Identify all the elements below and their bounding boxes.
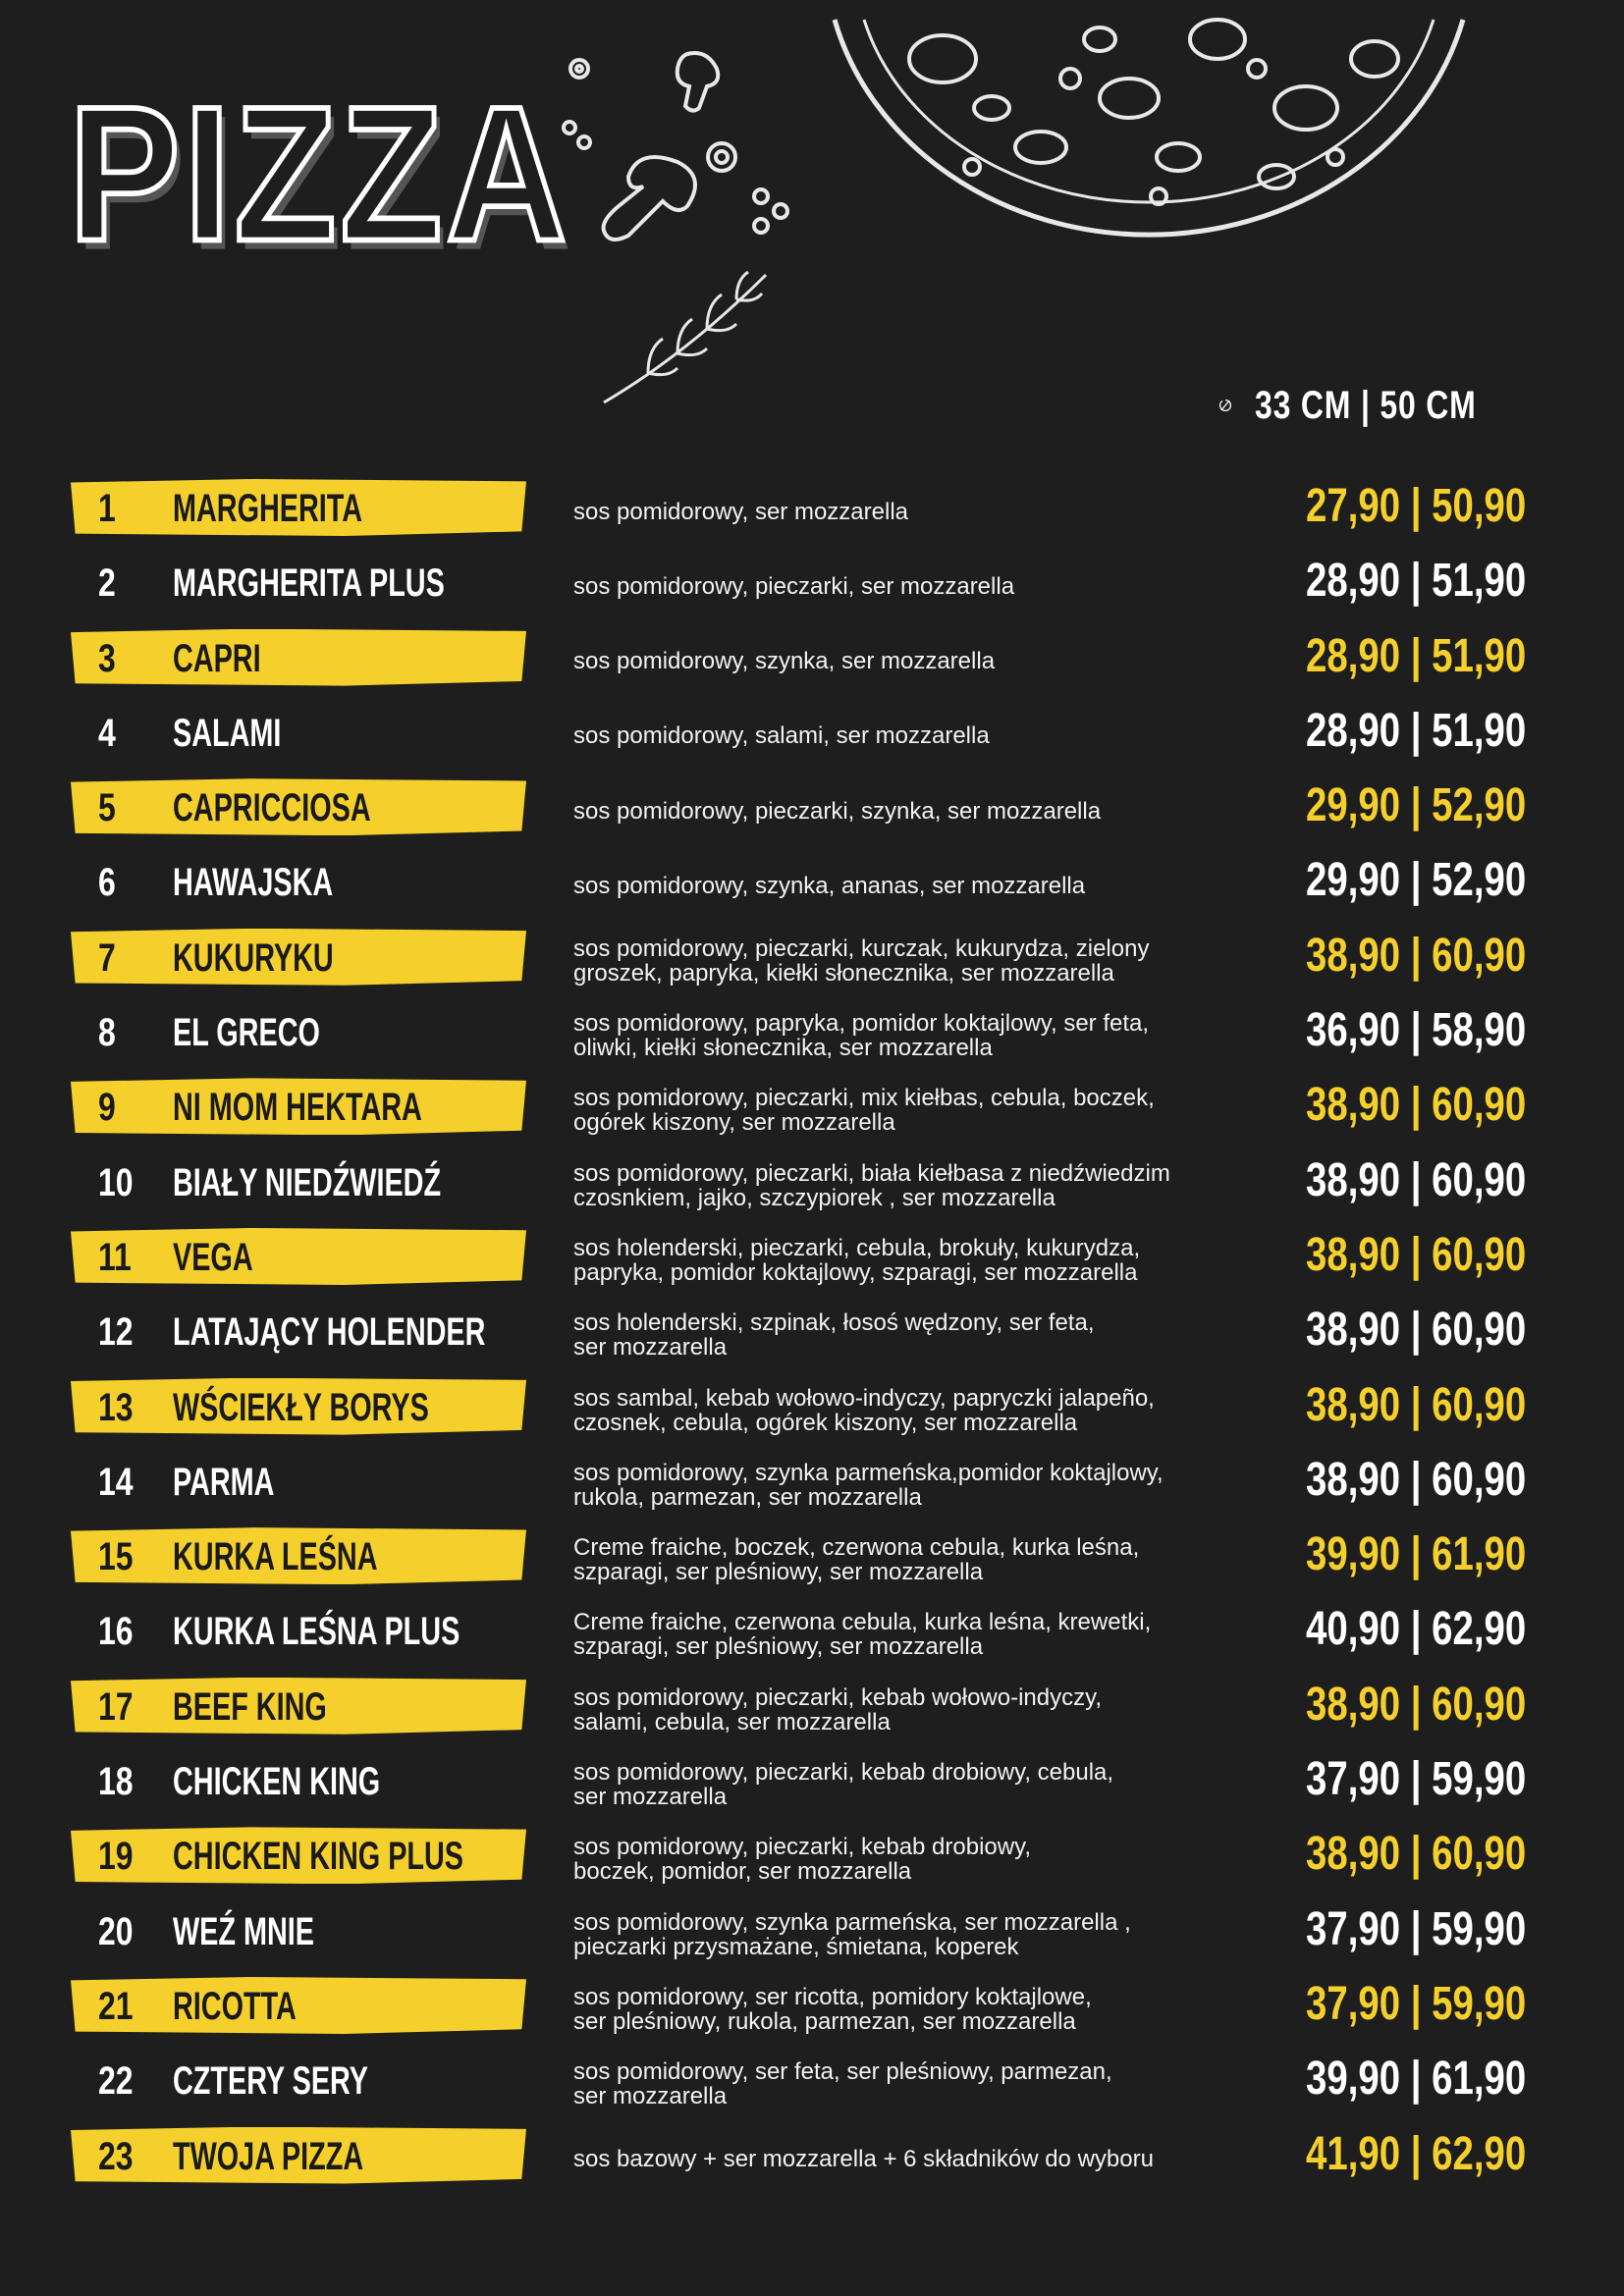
- item-number: 7: [98, 935, 116, 980]
- item-description-text: sos bazowy + ser mozzarella + 6 składników do wyboru: [573, 2146, 1154, 2173]
- item-description: [573, 2131, 1300, 2188]
- item-name: LATAJĄCY HOLENDER: [173, 1310, 486, 1355]
- menu-item: [0, 619, 1624, 694]
- item-description: [573, 1756, 1300, 1813]
- item-description: [573, 633, 1300, 690]
- item-name: MARGHERITA: [173, 487, 363, 530]
- herb-sprig-icon: [604, 272, 766, 402]
- item-description: [573, 1232, 1300, 1289]
- item-name: CHICKEN KING PLUS: [173, 1835, 464, 1879]
- menu-item: [0, 469, 1624, 544]
- menu-item: [0, 993, 1624, 1068]
- item-description-text: sos holenderski, pieczarki, cebula, brokuły, kukurydza, papryka, pomidor koktajlowy, szparagi, ser mozzarella: [573, 1234, 1141, 1286]
- item-description: [573, 1906, 1300, 1963]
- item-description: [573, 558, 1300, 614]
- item-number: 9: [98, 1086, 116, 1130]
- item-description-text: sos pomidorowy, pieczarki, kebab drobiowy, cebula, ser mozzarella: [573, 1759, 1114, 1811]
- item-price: 41,90 | 62,90: [1306, 2127, 1527, 2180]
- item-name: MARGHERITA PLUS: [173, 561, 445, 606]
- item-number: 10: [98, 1160, 134, 1204]
- item-number: 19: [98, 1835, 134, 1879]
- pizza-menu-list: [0, 469, 1624, 2192]
- item-description: [573, 1682, 1300, 1738]
- item-description-text: sos pomidorowy, ser mozzarella: [573, 498, 909, 525]
- item-description-text: sos pomidorowy, szynka parmeńska,pomidor koktajlowy, rukola, parmezan, ser mozzarella: [573, 1459, 1164, 1511]
- item-number: 12: [98, 1310, 134, 1355]
- item-price: 38,90 | 60,90: [1306, 1828, 1527, 1881]
- item-description: [573, 2056, 1300, 2112]
- item-price: 39,90 | 61,90: [1306, 1528, 1527, 1581]
- item-price: 39,90 | 61,90: [1306, 2053, 1527, 2106]
- item-price: 38,90 | 60,90: [1306, 1378, 1527, 1431]
- item-description: [573, 1007, 1300, 1064]
- menu-item: [0, 1368, 1624, 1443]
- menu-item: [0, 694, 1624, 769]
- item-price: 40,90 | 62,90: [1306, 1603, 1527, 1656]
- menu-item: [0, 919, 1624, 993]
- item-name: CHICKEN KING: [173, 1760, 381, 1804]
- item-name: HAWAJSKA: [173, 861, 334, 905]
- menu-item: [0, 1967, 1624, 2042]
- menu-item: [0, 1893, 1624, 1967]
- item-name: CAPRI: [173, 636, 261, 680]
- item-number: 18: [98, 1760, 134, 1804]
- menu-item: [0, 843, 1624, 918]
- diameter-icon: [1218, 381, 1233, 430]
- item-number: 14: [98, 1460, 134, 1504]
- size-labels: 33 CM | 50 CM: [1254, 383, 1477, 427]
- item-description: [573, 782, 1300, 839]
- item-description: [573, 1606, 1300, 1663]
- menu-item: [0, 2042, 1624, 2116]
- item-name: WŚCIEKŁY BORYS: [173, 1385, 429, 1429]
- item-price: 36,90 | 58,90: [1306, 1004, 1527, 1057]
- item-price: 28,90 | 51,90: [1306, 629, 1527, 682]
- menu-title: PIZZA: [69, 67, 571, 282]
- item-number: 22: [98, 2059, 134, 2104]
- item-number: 17: [98, 1684, 134, 1729]
- item-description-text: sos pomidorowy, pieczarki, mix kiełbas, cebula, boczek, ogórek kiszony, ser mozzarella: [573, 1085, 1155, 1137]
- item-price: 38,90 | 60,90: [1306, 1453, 1527, 1506]
- item-name: KURKA LEŚNA PLUS: [173, 1610, 460, 1654]
- menu-item: [0, 1293, 1624, 1367]
- item-number: 2: [98, 561, 116, 606]
- item-price: 38,90 | 60,90: [1306, 1678, 1527, 1731]
- item-price: 28,90 | 51,90: [1306, 704, 1527, 757]
- item-name: CAPRICCIOSA: [173, 786, 371, 830]
- item-name: CZTERY SERY: [173, 2059, 368, 2104]
- item-price: 29,90 | 52,90: [1306, 779, 1527, 832]
- item-number: 23: [98, 2134, 134, 2178]
- mushroom-icon: [564, 53, 787, 240]
- item-description-text: Creme fraiche, czerwona cebula, kurka leśna, krewetki, szparagi, ser pleśniowy, ser mozzarella: [573, 1609, 1152, 1661]
- item-description: [573, 933, 1300, 989]
- menu-item: [0, 1218, 1624, 1293]
- menu-item: [0, 544, 1624, 618]
- item-description: [573, 857, 1300, 914]
- item-number: 16: [98, 1610, 134, 1654]
- item-description-text: sos pomidorowy, pieczarki, kebab drobiowy, boczek, pomidor, ser mozzarella: [573, 1834, 1031, 1886]
- item-price: 38,90 | 60,90: [1306, 1228, 1527, 1281]
- item-name: KUKURYKU: [173, 935, 334, 980]
- item-name: SALAMI: [173, 711, 282, 755]
- item-number: 5: [98, 786, 116, 830]
- item-number: 11: [98, 1235, 132, 1279]
- item-description-text: sos pomidorowy, pieczarki, biała kiełbasa z niedźwiedzim czosnkiem, jajko, szczypiorek , ser mozzarella: [573, 1159, 1170, 1211]
- item-price: 37,90 | 59,90: [1306, 1977, 1527, 2030]
- item-number: 20: [98, 1909, 134, 1953]
- item-number: 8: [98, 1011, 116, 1055]
- size-header: [1218, 381, 1532, 430]
- item-number: 1: [98, 487, 116, 530]
- item-name: TWOJA PIZZA: [173, 2134, 364, 2178]
- item-name: EL GRECO: [173, 1011, 320, 1055]
- item-number: 3: [98, 636, 116, 680]
- menu-item: [0, 1668, 1624, 1742]
- item-price: 37,90 | 59,90: [1306, 1902, 1527, 1955]
- item-price: 38,90 | 60,90: [1306, 1079, 1527, 1132]
- menu-item: [0, 1443, 1624, 1518]
- item-description: [573, 483, 1300, 540]
- item-description-text: sos pomidorowy, papryka, pomidor koktajlowy, ser feta, oliwki, kiełki słonecznika, ser mozzarella: [573, 1010, 1150, 1062]
- item-price: 37,90 | 59,90: [1306, 1753, 1527, 1806]
- item-description: [573, 1981, 1300, 2038]
- menu-item: [0, 1068, 1624, 1143]
- menu-item: [0, 1817, 1624, 1892]
- item-name: KURKA LEŚNA: [173, 1535, 378, 1579]
- item-number: 6: [98, 861, 116, 905]
- item-description: [573, 1457, 1300, 1514]
- item-description-text: sos pomidorowy, ser feta, ser pleśniowy, parmezan, ser mozzarella: [573, 2058, 1112, 2110]
- item-price: 38,90 | 60,90: [1306, 929, 1527, 982]
- item-name: VEGA: [173, 1235, 253, 1279]
- item-name: WEŹ MNIE: [173, 1909, 314, 1953]
- item-name: NI MOM HEKTARA: [173, 1086, 422, 1130]
- item-description-text: sos pomidorowy, szynka, ser mozzarella: [573, 648, 996, 675]
- item-description-text: sos pomidorowy, szynka parmeńska, ser mozzarella , pieczarki przysmażane, śmietana, koperek: [573, 1908, 1131, 1960]
- item-description-text: sos pomidorowy, szynka, ananas, ser mozzarella: [573, 872, 1086, 899]
- item-price: 28,90 | 51,90: [1306, 555, 1527, 608]
- item-description-text: sos pomidorowy, pieczarki, ser mozzarella: [573, 572, 1015, 600]
- item-description: [573, 1382, 1300, 1439]
- item-price: 29,90 | 52,90: [1306, 854, 1527, 907]
- item-number: 15: [98, 1535, 134, 1579]
- item-description-text: sos pomidorowy, ser ricotta, pomidory koktajlowe, ser pleśniowy, rukola, parmezan, ser mozzarella: [573, 1983, 1092, 2035]
- item-description: [573, 1307, 1300, 1363]
- item-description: [573, 1157, 1300, 1214]
- menu-item: [0, 1144, 1624, 1218]
- menu-item: [0, 769, 1624, 843]
- item-description-text: sos sambal, kebab wołowo-indyczy, papryczki jalapeño, czosnek, cebula, ogórek kiszony, ser mozzarella: [573, 1384, 1155, 1436]
- menu-item: [0, 1518, 1624, 1592]
- item-description: [573, 708, 1300, 765]
- item-number: 4: [98, 711, 116, 755]
- item-description: [573, 1531, 1300, 1588]
- item-description-text: sos pomidorowy, pieczarki, kebab wołowo-indyczy, salami, cebula, ser mozzarella: [573, 1683, 1102, 1735]
- item-description-text: sos holenderski, szpinak, łosoś wędzony, ser feta, ser mozzarella: [573, 1309, 1095, 1362]
- item-price: 27,90 | 50,90: [1306, 480, 1527, 532]
- item-description-text: Creme fraiche, boczek, czerwona cebula, kurka leśna, szparagi, ser pleśniowy, ser mozzarella: [573, 1534, 1140, 1586]
- item-description-text: sos pomidorowy, pieczarki, kurczak, kukurydza, zielony groszek, papryka, kiełki słonecznika, ser mozzarella: [573, 934, 1150, 987]
- item-price: 38,90 | 60,90: [1306, 1153, 1527, 1206]
- item-number: 13: [98, 1385, 134, 1429]
- menu-item: [0, 1742, 1624, 1817]
- item-name: RICOTTA: [173, 1984, 297, 2028]
- item-name: BIAŁY NIEDŹWIEDŹ: [173, 1160, 442, 1204]
- item-description: [573, 1831, 1300, 1888]
- item-name: BEEF KING: [173, 1684, 327, 1729]
- item-price: 38,90 | 60,90: [1306, 1304, 1527, 1357]
- menu-item: [0, 2117, 1624, 2192]
- item-name: PARMA: [173, 1460, 275, 1504]
- item-number: 21: [98, 1984, 134, 2028]
- item-description-text: sos pomidorowy, salami, ser mozzarella: [573, 722, 990, 750]
- menu-item: [0, 1592, 1624, 1667]
- item-description-text: sos pomidorowy, pieczarki, szynka, ser mozzarella: [573, 797, 1102, 825]
- item-description: [573, 1082, 1300, 1139]
